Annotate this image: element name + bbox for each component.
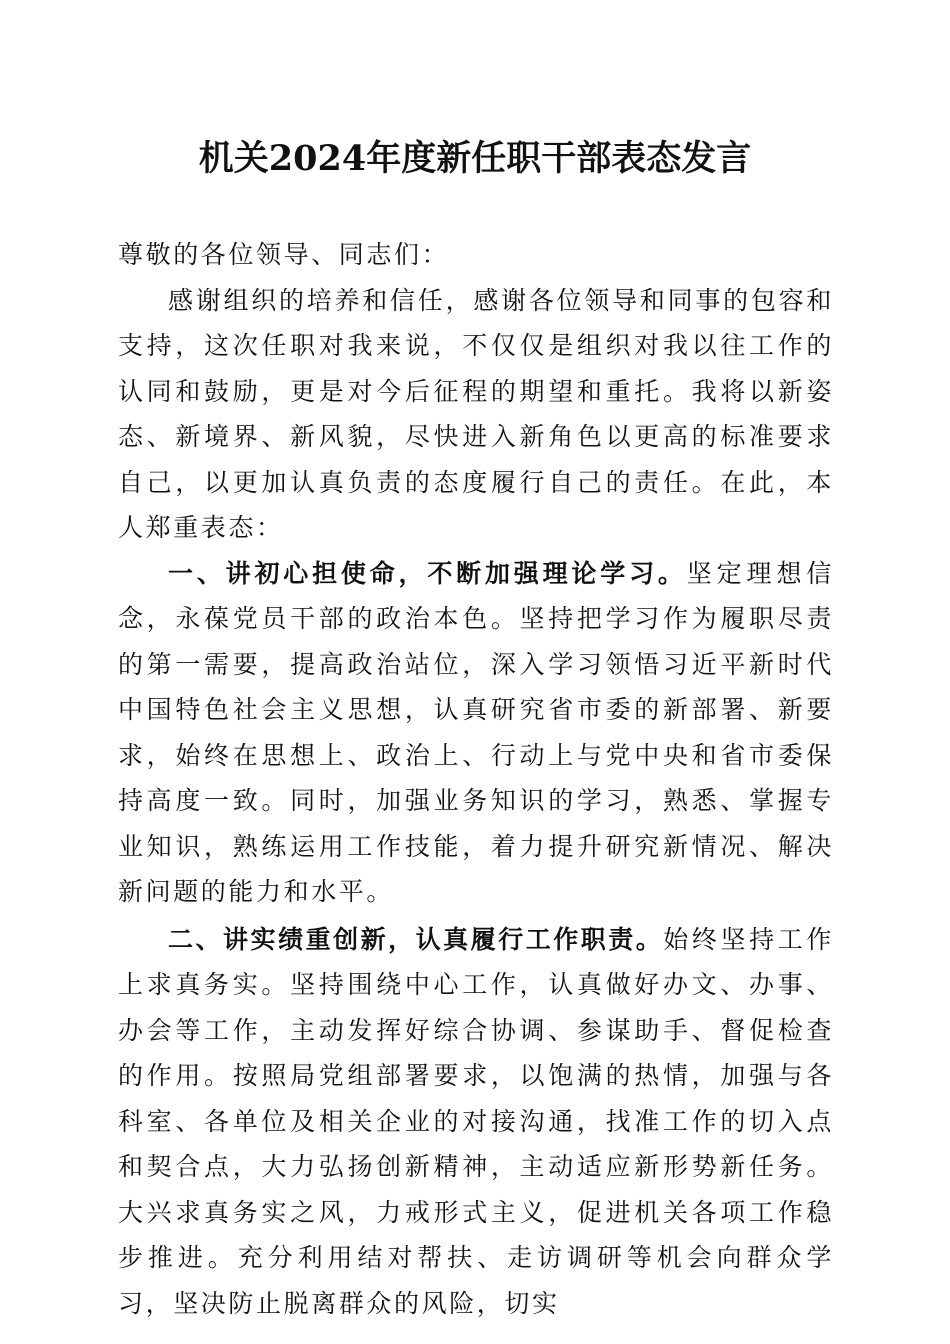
paragraph-text: 感谢组织的培养和信任，感谢各位领导和同事的包容和支持，这次任职对我来说，不仅仅是组织对我以往工作的认同和鼓励，更是对今后征程的期望和重托。我将以新姿态、新境界、新风貌，尽快进入新角色以更高的标准要求自己，以更加认真负责的态度履行自己的责任。在此，本人郑重表态： — [118, 285, 834, 542]
paragraph-intro — [118, 278, 834, 551]
section-heading: 一、讲初心担使命，不断加强理论学习。 — [168, 558, 687, 588]
salutation: 尊敬的各位领导、同志们： — [118, 240, 450, 269]
paragraph-text: 坚定理想信念，永葆党员干部的政治本色。坚持把学习作为履职尽责的第一需要，提高政治站位，深入学习领悟习近平新时代中国特色社会主义思想，认真研究省市委的新部署、新要求，始终在思想上、政治上、行动上与党中央和省市委保持高度一致。同时，加强业务知识的学习，熟悉、掌握专业知识，熟练运用工作技能，着力提升研究新情况、解决新问题的能力和水平。 — [118, 558, 834, 906]
paragraph-section-2 — [118, 917, 834, 1327]
document-title: 机关2024年度新任职干部表态发言 — [198, 138, 752, 179]
paragraph-section-1 — [118, 551, 834, 915]
document-body — [118, 232, 834, 1326]
paragraph-text: 始终坚持工作上求真务实。坚持围绕中心工作，认真做好办文、办事、办会等工作，主动发挥好综合协调、参谋助手、督促检查的作用。按照局党组部署要求，以饱满的热情，加强与各科室、各单位及相关企业的对接沟通，找准工作的切入点和契合点，大力弘扬创新精神，主动适应新形势新任务。大兴求真务实之风，力戒形式主义，促进机关各项工作稳步推进。充分利用结对帮扶、走访调研等机会向群众学习，坚决防止脱离群众的风险，切实 — [118, 924, 834, 1318]
section-heading: 二、讲实绩重创新，认真履行工作职责。 — [168, 924, 664, 954]
